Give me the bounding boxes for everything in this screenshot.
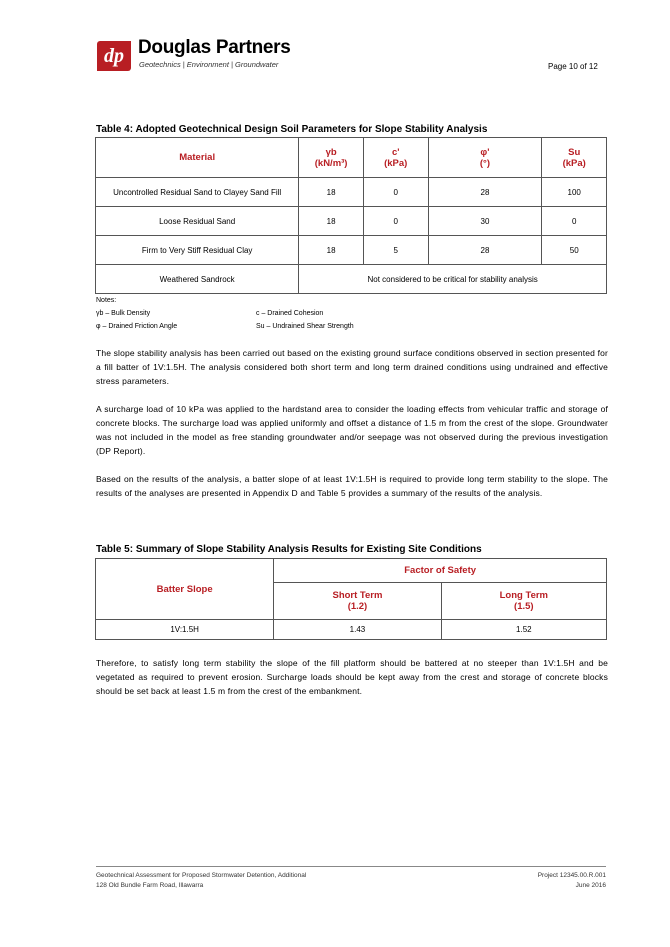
table-row bbox=[96, 265, 607, 294]
company-logo-icon: dp bbox=[97, 41, 131, 71]
footer-project-number: Project 12345.00.R.001 bbox=[537, 872, 606, 879]
table-row bbox=[96, 178, 607, 207]
soil-parameters-table bbox=[95, 137, 607, 294]
cell-cohesion: 0 bbox=[363, 178, 428, 207]
header-friction-symbol: φ' bbox=[480, 146, 490, 158]
table-row bbox=[96, 236, 607, 265]
table5-caption: Table 5: Summary of Slope Stability Analysis Results for Existing Site Conditions bbox=[96, 544, 482, 555]
footer-report-title: Geotechnical Assessment for Proposed Stormwater Detention, Additional bbox=[96, 872, 307, 879]
cell-material: Weathered Sandrock bbox=[96, 265, 299, 294]
note-shear: Su – Undrained Shear Strength bbox=[256, 323, 354, 330]
cell-not-critical: Not considered to be critical for stability analysis bbox=[299, 265, 607, 294]
header-short-term bbox=[274, 583, 441, 620]
cell-friction: 28 bbox=[428, 236, 542, 265]
cell-material: Firm to Very Stiff Residual Clay bbox=[96, 236, 299, 265]
header-long-term-req: (1.5) bbox=[514, 601, 534, 612]
cell-long-term: 1.52 bbox=[441, 620, 606, 640]
table4-caption: Table 4: Adopted Geotechnical Design Soil Parameters for Slope Stability Analysis bbox=[96, 124, 488, 135]
table-notes bbox=[96, 294, 354, 333]
header-material: Material bbox=[96, 138, 299, 178]
note-gamma: γb – Bulk Density bbox=[96, 310, 151, 317]
cell-gamma: 18 bbox=[299, 236, 364, 265]
header-gamma-unit: (kN/m³) bbox=[314, 157, 348, 169]
cell-material: Loose Residual Sand bbox=[96, 207, 299, 236]
cell-gamma: 18 bbox=[299, 178, 364, 207]
cell-friction: 30 bbox=[428, 207, 542, 236]
cell-short-term: 1.43 bbox=[274, 620, 441, 640]
company-name: Douglas Partners bbox=[138, 37, 291, 58]
header-long-term-label: Long Term bbox=[499, 590, 549, 601]
note-friction: φ – Drained Friction Angle bbox=[96, 323, 178, 330]
cell-slope: 1V:1.5H bbox=[96, 620, 274, 640]
cell-shear: 50 bbox=[542, 236, 607, 265]
header-gamma bbox=[299, 138, 364, 178]
header-friction bbox=[428, 138, 542, 178]
header-shear-symbol: Su bbox=[568, 146, 581, 158]
cell-friction: 28 bbox=[428, 178, 542, 207]
header-gamma-symbol: γb bbox=[325, 146, 337, 158]
header-cohesion-symbol: c' bbox=[391, 146, 400, 158]
header-cohesion bbox=[363, 138, 428, 178]
stability-results-table bbox=[95, 558, 607, 640]
notes-title: Notes: bbox=[96, 297, 117, 304]
paragraph-conclusion: Therefore, to satisfy long term stability the slope of the fill platform should be battered at no steeper than 1V:1.5H and be vegetated as required to prevent erosion. Surcharge loads should be kept away from the crest and storage of concrete blocks should be set back at least 1.5 m from the crest of the embankment. bbox=[96, 658, 608, 696]
cell-cohesion: 0 bbox=[363, 207, 428, 236]
table-row bbox=[96, 620, 607, 640]
header-factor-of-safety: Factor of Safety bbox=[274, 559, 607, 583]
paragraph-results: Based on the results of the analysis, a batter slope of at least 1V:1.5H is required to provide long term stability to the slope. The results of the analyses are presented in Appendix D and Table 5 provides a summary of the results of the analysis. bbox=[96, 474, 608, 498]
footer-date: June 2016 bbox=[575, 882, 606, 889]
cell-material: Uncontrolled Residual Sand to Clayey Sand Fill bbox=[96, 178, 299, 207]
company-tagline: Geotechnics | Environment | Groundwater bbox=[139, 60, 279, 69]
cell-shear: 0 bbox=[542, 207, 607, 236]
header-shear-unit: (kPa) bbox=[562, 157, 586, 169]
footer-address: 128 Old Bundle Farm Road, Illawarra bbox=[96, 882, 204, 889]
footer-right bbox=[500, 871, 606, 891]
header-long-term bbox=[441, 583, 606, 620]
note-cohesion: c – Drained Cohesion bbox=[256, 310, 324, 317]
footer-left bbox=[96, 871, 306, 891]
cell-cohesion: 5 bbox=[363, 236, 428, 265]
header-short-term-req: (1.2) bbox=[347, 601, 368, 612]
cell-shear: 100 bbox=[542, 178, 607, 207]
paragraph-analysis: The slope stability analysis has been carried out based on the existing ground surface conditions observed in section presented for a fill batter of 1V:1.5H. The analysis considered both short term and long term drained conditions using undrained and effective stress parameters. bbox=[96, 348, 608, 386]
cell-gamma: 18 bbox=[299, 207, 364, 236]
footer-divider bbox=[96, 866, 606, 867]
header-shear bbox=[542, 138, 607, 178]
page-number: Page 10 of 12 bbox=[548, 62, 598, 71]
table-row bbox=[96, 207, 607, 236]
header-cohesion-unit: (kPa) bbox=[384, 157, 408, 169]
header-friction-unit: (°) bbox=[479, 157, 491, 169]
header-batter-slope: Batter Slope bbox=[96, 559, 274, 620]
header-short-term-label: Short Term bbox=[332, 590, 383, 601]
paragraph-surcharge: A surcharge load of 10 kPa was applied to the hardstand area to consider the loading effects from vehicular traffic and storage of concrete blocks. The surcharge load was applied uniformly and offset a distance of 1.5 m from the crest of the slope. Groundwater was not included in the model as free standing groundwater and/or seepage was not observed during the previous investigation (DP Report). bbox=[96, 404, 608, 456]
